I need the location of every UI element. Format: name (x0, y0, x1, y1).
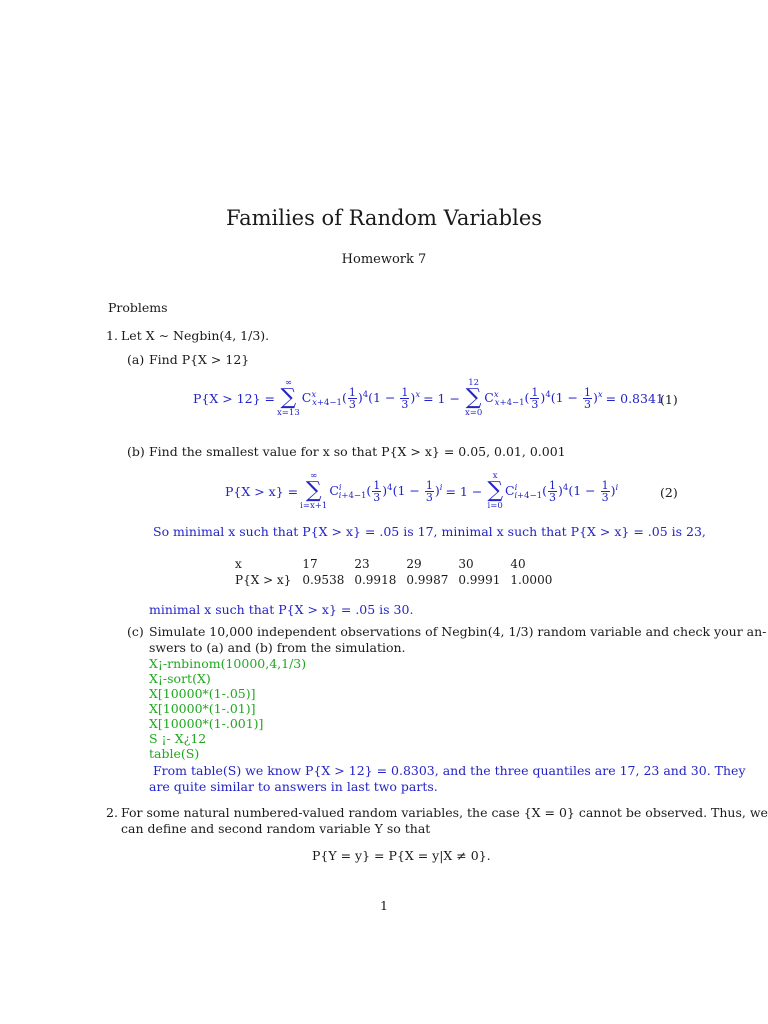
part-c-text-1: Simulate 10,000 independent observations of Negbin(4, 1/3) random variable and check your an- (149, 624, 767, 639)
part-a-text: Find P{X > 12} (149, 352, 250, 367)
problem-1-lead: Let X ∼ Negbin(4, 1/3). (121, 328, 270, 343)
sigma-symbol: ∑ (280, 385, 297, 410)
equation-1-number: (1) (660, 392, 678, 407)
eq2-term-1: $C^i_{i+4-1}$( $\frac{1}{3}$ )$^4$(1 − $\frac{1}{3}$ )$^i$ (329, 478, 443, 504)
code-line: X¡-rnbinom(10000,4,1/3) (149, 656, 307, 671)
table-cell: 30 (458, 557, 474, 571)
part-b-text: Find the smallest value for x so that P{X > x} = 0.05, 0.01, 0.001 (149, 444, 566, 459)
eq2-sum-2 (487, 472, 503, 511)
eq2-sum-2-lower: i=0 (487, 501, 503, 511)
part-c-text-2: swers to (a) and (b) from the simulation. (149, 640, 406, 655)
section-heading: Problems (108, 300, 168, 315)
document-subtitle: Homework 7 (341, 252, 427, 267)
equation-2 (225, 470, 618, 512)
part-c-answer-2: are quite similar to answers in last two parts. (149, 779, 438, 794)
eq2-mid: = 1 − (445, 483, 483, 499)
part-b-answer-2: minimal x such that P{X > x} = .05 is 30. (149, 602, 414, 617)
eq1-term-2: $C^x_{x+4-1}$( $\frac{1}{3}$ )$^4$(1 − $\frac{1}{3}$ )$^x$ (484, 385, 603, 411)
code-line: S ¡- X¿12 (149, 731, 207, 746)
table-cell: 0.9991 (458, 573, 501, 587)
eq2-term-2: $C^i_{i+4-1}$( $\frac{1}{3}$ )$^4$(1 − $\frac{1}{3}$ )$^i$ (505, 478, 619, 504)
part-b-answer: So minimal x such that P{X > x} = .05 is 17, minimal x such that P{X > x} = .05 is 23, (153, 524, 706, 539)
equation-1 (193, 378, 664, 418)
equation-2-number: (2) (660, 485, 678, 500)
table-row (230, 572, 557, 588)
code-line: X¡-sort(X) (149, 671, 211, 686)
sigma-symbol: ∑ (305, 478, 322, 503)
eq1-sum-1-lower: x=13 (277, 408, 300, 418)
eq2-sum-1-upper: ∞ (310, 470, 318, 481)
table-cell: 23 (354, 557, 370, 571)
eq1-sum-1 (277, 379, 300, 418)
table-cell: 17 (302, 557, 318, 571)
eq1-term-1: $C^x_{x+4-1}$( $\frac{1}{3}$ )$^4$(1 − $\frac{1}{3}$ )$^x$ (301, 385, 421, 411)
table-cell: 1.0000 (510, 573, 553, 587)
part-c-label: (c) (127, 624, 144, 639)
table-row-label: P{X > x} (235, 573, 292, 587)
document-title: Families of Random Variables (225, 206, 543, 230)
code-line: X[10000*(1-.001)] (149, 716, 264, 731)
table-cell: 0.9538 (302, 573, 345, 587)
code-line: table(S) (149, 746, 200, 761)
eq2-sum-1-lower: i=x+1 (300, 501, 328, 511)
code-line: X[10000*(1-.05)] (149, 686, 256, 701)
sigma-symbol: ∑ (465, 385, 482, 410)
page-number: 1 (380, 898, 388, 913)
part-a-label: (a) (127, 352, 145, 367)
table-cell: 40 (510, 557, 526, 571)
eq1-mid: = 1 − (423, 390, 460, 406)
problem-2-text-2: can define and second random variable Y so that (121, 821, 431, 836)
problem-2-text-1: For some natural numbered-valued random variables, the case {X = 0} cannot be observed. Thus, we (121, 805, 768, 820)
r-code-block (149, 656, 306, 761)
eq1-lhs: P{X > 12} = (193, 390, 275, 406)
eq1-sum-2 (465, 379, 482, 418)
table-cell: 0.9987 (406, 573, 449, 587)
eq2-lhs: P{X > x} = (225, 483, 299, 499)
part-b-label: (b) (127, 444, 145, 459)
problem-2-equation: P{Y = y} = P{X = y|X ≠ 0}. (312, 848, 491, 863)
eq2-sum-1 (300, 472, 327, 511)
part-c-answer-1: From table(S) we know P{X > 12} = 0.8303, and the three quantiles are 17, 23 and 30. They (153, 763, 746, 778)
table-cell: 0.9918 (354, 573, 397, 587)
sigma-symbol: ∑ (487, 478, 504, 503)
eq1-sum-2-upper: 12 (468, 377, 480, 388)
eq1-sum-1-upper: ∞ (284, 377, 292, 388)
eq2-sum-2-upper: x (492, 470, 498, 481)
quantile-table (230, 556, 557, 588)
eq1-result: = 0.8341 (605, 390, 664, 406)
table-cell: 29 (406, 557, 422, 571)
problem-1-number: 1. (106, 328, 118, 343)
table-row (230, 556, 557, 572)
eq1-sum-2-lower: x=0 (464, 408, 483, 418)
table-row-label: x (235, 557, 242, 571)
code-line: X[10000*(1-.01)] (149, 701, 256, 716)
problem-2-number: 2. (106, 805, 118, 820)
